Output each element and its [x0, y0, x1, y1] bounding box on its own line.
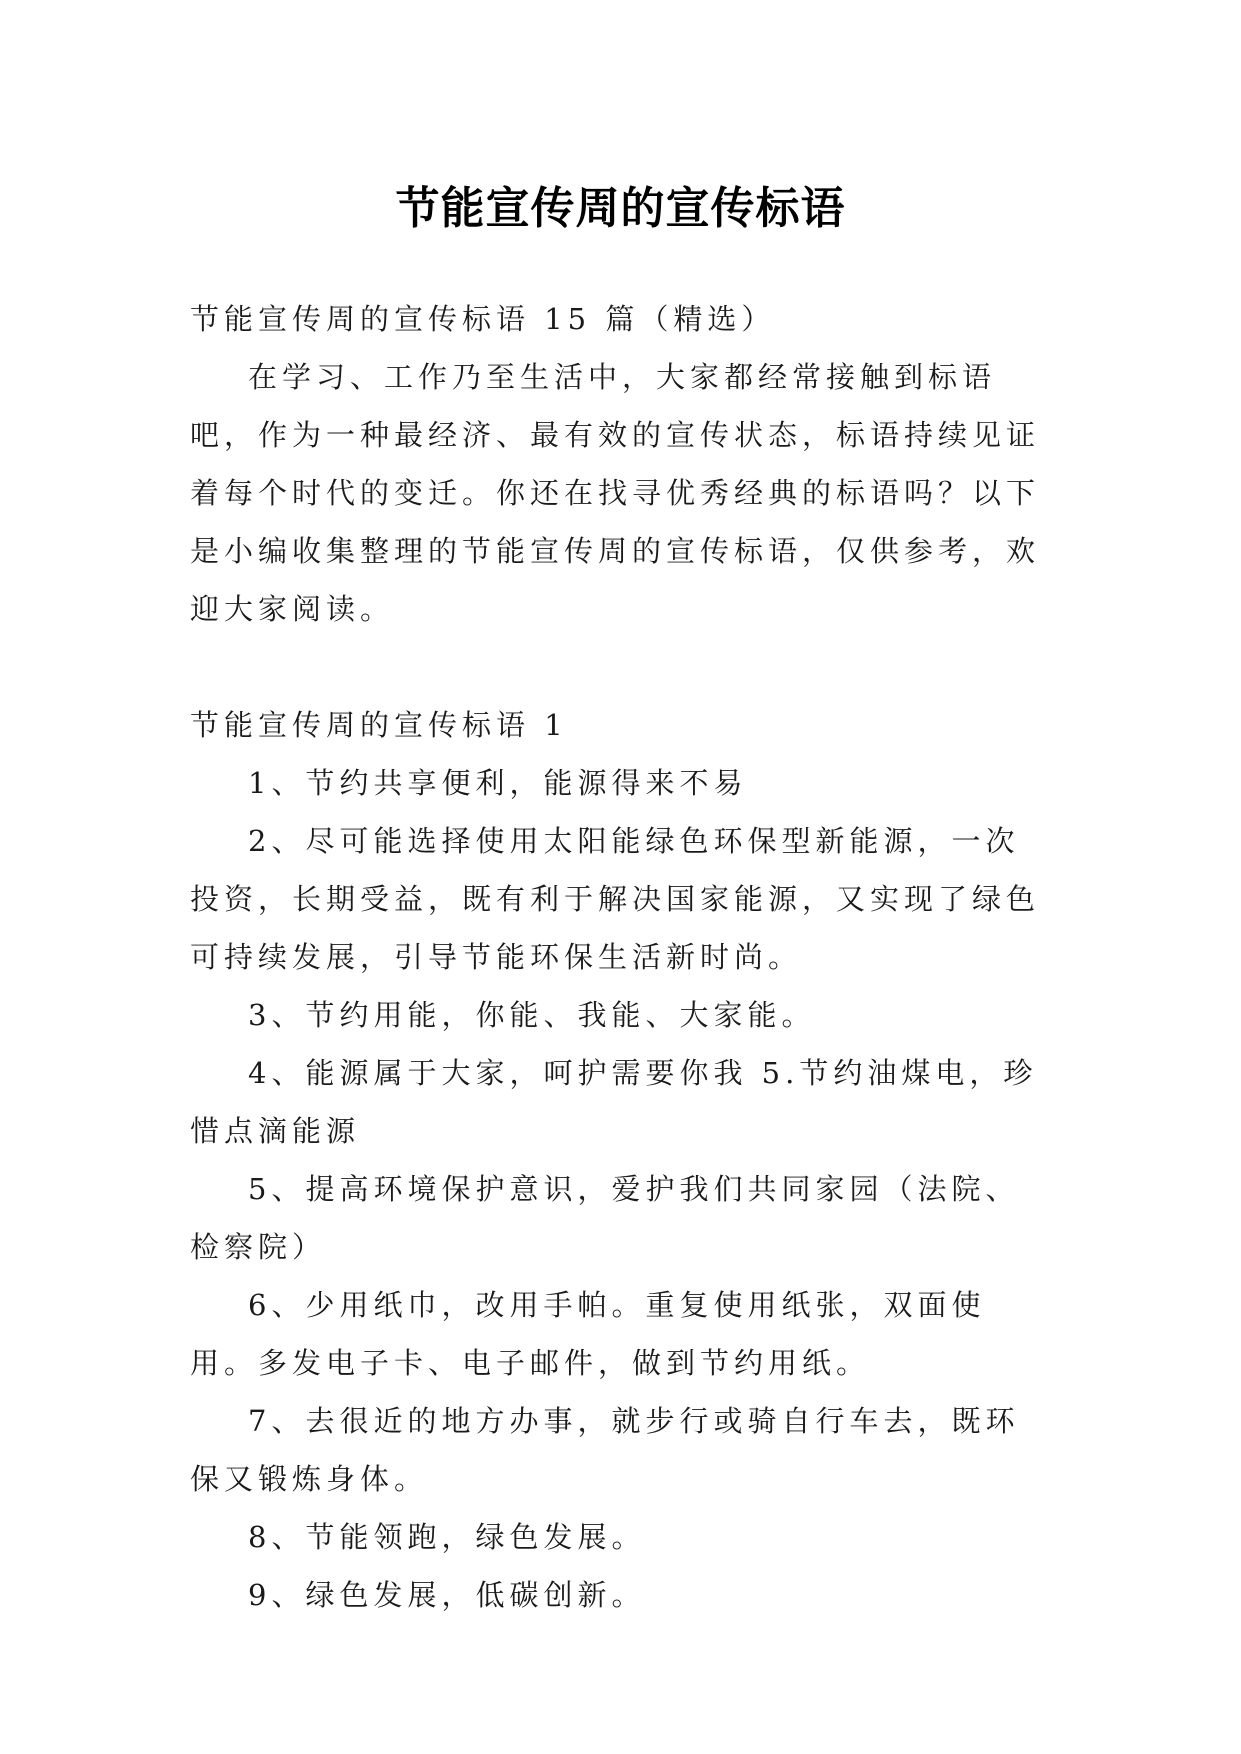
- slogan-item-3: 3、节约用能，你能、我能、大家能。: [248, 998, 816, 1032]
- document-subtitle: 节能宣传周的宣传标语 15 篇（精选）: [190, 302, 776, 336]
- slogan-item-4: 4、能源属于大家，呵护需要你我 5.节约油煤电，珍惜点滴能源: [190, 1056, 1038, 1148]
- paragraph-spacer: [190, 638, 1050, 696]
- document-body: [190, 290, 1050, 1624]
- intro-paragraph: 在学习、工作乃至生活中，大家都经常接触到标语吧，作为一种最经济、最有效的宣传状态，标语持续见证着每个时代的变迁。你还在找寻优秀经典的标语吗？以下是小编收集整理的节能宣传周的宣传标语，仅供参考，欢迎大家阅读。: [190, 360, 1041, 626]
- slogan-item-5: 5、提高环境保护意识，爱护我们共同家园（法院、检察院）: [190, 1172, 1020, 1264]
- slogan-item-6: 6、少用纸巾，改用手帕。重复使用纸张，双面使用。多发电子卡、电子邮件，做到节约用纸。: [190, 1288, 986, 1380]
- section-heading: 节能宣传周的宣传标语 1: [190, 708, 568, 742]
- slogan-item-8: 8、节能领跑，绿色发展。: [248, 1520, 646, 1554]
- slogan-item-1: 1、节约共享便利，能源得来不易: [248, 766, 748, 800]
- slogan-item-2: 2、尽可能选择使用太阳能绿色环保型新能源，一次投资，长期受益，既有利于解决国家能源，又实现了绿色可持续发展，引导节能环保生活新时尚。: [190, 824, 1041, 974]
- slogan-item-9: 9、绿色发展，低碳创新。: [248, 1578, 646, 1612]
- slogan-item-7: 7、去很近的地方办事，就步行或骑自行车去，既环保又锻炼身体。: [190, 1404, 1020, 1496]
- document-title: 节能宣传周的宣传标语: [395, 183, 846, 235]
